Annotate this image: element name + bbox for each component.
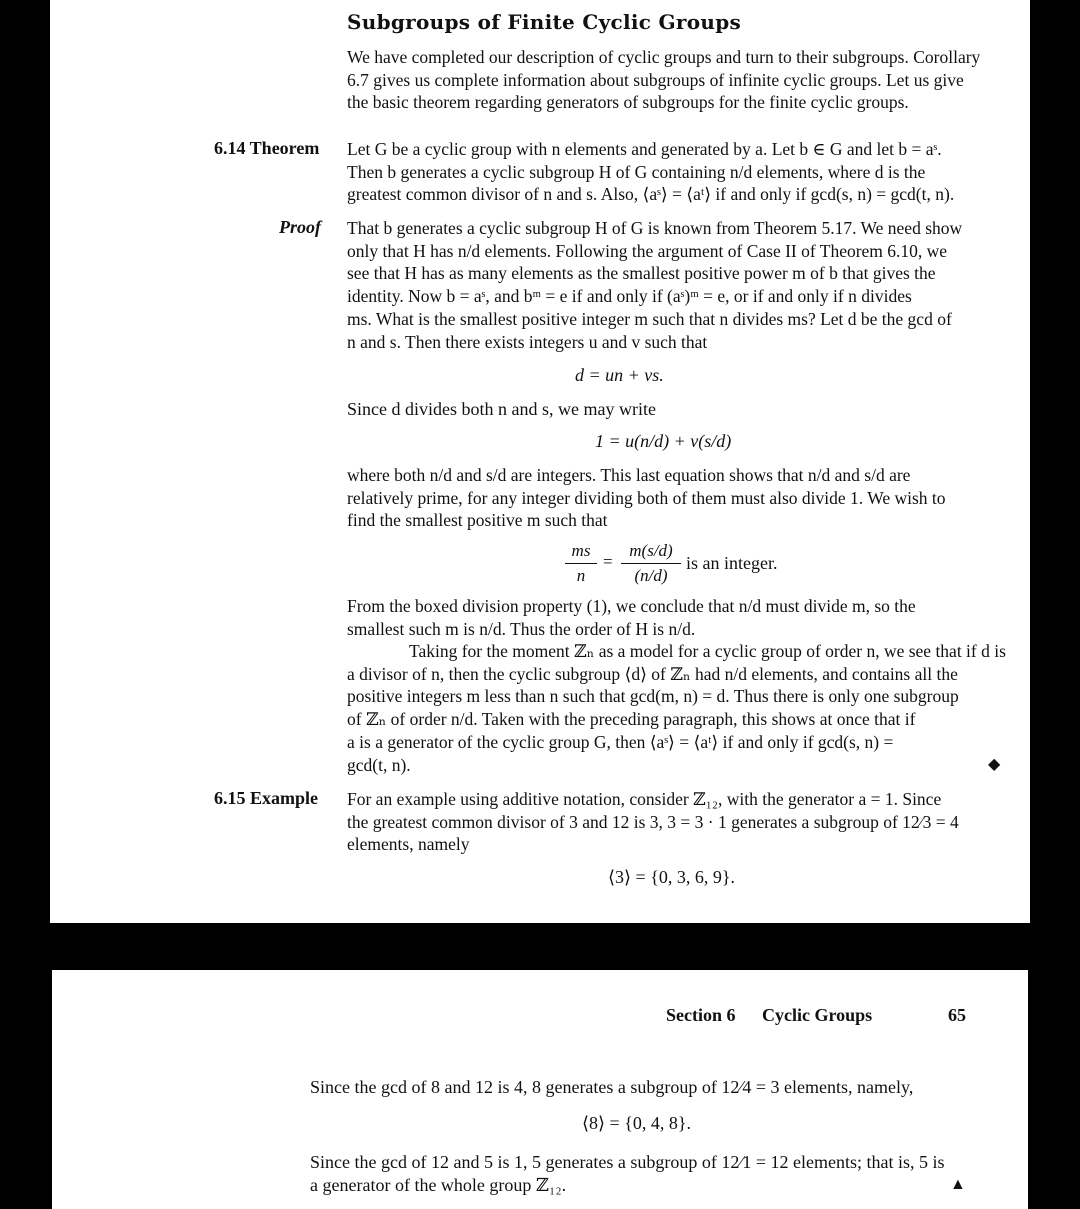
qed-diamond-icon: ◆ — [988, 756, 1001, 773]
equation-subgroup-8: ⟨8⟩ = {0, 4, 8}. — [582, 1113, 691, 1133]
text-line: find the smallest positive m such that — [347, 510, 608, 531]
section-title: Subgroups of Finite Cyclic Groups — [347, 10, 742, 34]
text-line: Then b generates a cyclic subgroup H of G containing n/d elements, where d is the — [347, 161, 926, 182]
text-line: relatively prime, for any integer dividing both of them must also divide 1. We wish to — [347, 487, 946, 508]
text-line: a generator of the whole group ℤ₁₂. — [310, 1175, 567, 1195]
since-line: Since d divides both n and s, we may write — [347, 399, 656, 419]
fraction-denominator: (n/d) — [634, 566, 668, 585]
text-line: where both n/d and s/d are integers. This last equation shows that n/d and s/d are — [347, 465, 911, 485]
example-paragraph — [347, 788, 1005, 856]
fraction-numerator: m(s/d) — [629, 541, 673, 560]
taking-paragraph — [347, 640, 1005, 776]
text-line: From the boxed division property (1), we conclude that n/d must divide m, so the — [347, 596, 916, 616]
text-line: identity. Now b = aˢ, and bᵐ = e if and only if (aˢ)ᵐ = e, or if and only if n divides — [347, 286, 912, 307]
proof-paragraph — [347, 217, 1005, 353]
page-number: 65 — [948, 1005, 966, 1025]
text-line: the greatest common divisor of 3 and 12 is 3, 3 = 3 · 1 generates a subgroup of 12⁄3 = 4 — [347, 811, 959, 832]
text-line: a divisor of n, then the cyclic subgroup ⟨d⟩ of ℤₙ had n/d elements, and contains all the — [347, 663, 958, 684]
text-line: Since the gcd of 12 and 5 is 1, 5 generates a subgroup of 12⁄1 = 12 elements; that is, 5 is — [310, 1152, 945, 1172]
textbook-page-bottom — [52, 970, 1028, 1209]
text-line: positive integers m less than n such that gcd(m, n) = d. Thus there is only one subgroup — [347, 686, 959, 707]
text-line: That b generates a cyclic subgroup H of G is known from Theorem 5.17. We need show — [347, 218, 963, 238]
fraction-bar — [565, 563, 597, 564]
text-line: only that H has n/d elements. Following the argument of Case II of Theorem 6.10, we — [347, 240, 948, 261]
equation-d: d = un + vs. — [575, 365, 664, 385]
fraction-bar — [621, 563, 681, 564]
equation-tail: is an integer. — [686, 553, 778, 573]
equals-sign: = — [603, 552, 613, 571]
text-line: 6.7 gives us complete information about subgroups of infinite cyclic groups. Let us give — [347, 69, 964, 90]
text-line: For an example using additive notation, consider ℤ₁₂, with the generator a = 1. Since — [347, 789, 942, 809]
fraction-numerator: ms — [571, 541, 591, 560]
text-line: We have completed our description of cyclic groups and turn to their subgroups. Corollary — [347, 47, 981, 67]
equation-subgroup-3: ⟨3⟩ = {0, 3, 6, 9}. — [608, 867, 735, 887]
running-head-section: Section 6 — [666, 1005, 736, 1025]
theorem-label: 6.14 Theorem — [214, 138, 320, 158]
text-line: Taking for the moment ℤₙ as a model for a cyclic group of order n, we see that if d is — [409, 641, 1006, 661]
text-line: greatest common divisor of n and s. Also, ⟨aˢ⟩ = ⟨aᵗ⟩ if and only if gcd(s, n) = gcd(t, n). — [347, 184, 955, 205]
text-line: the basic theorem regarding generators of subgroups for the finite cyclic groups. — [347, 92, 909, 113]
text-line: a is a generator of the cyclic group G, then ⟨aˢ⟩ = ⟨aᵗ⟩ if and only if gcd(s, n) = — [347, 731, 894, 752]
from-paragraph — [347, 595, 1005, 640]
text-line: of ℤₙ of order n/d. Taken with the preceding paragraph, this shows at once that if — [347, 709, 916, 730]
text-line: smallest such m is n/d. Thus the order of H is n/d. — [347, 618, 696, 639]
text-line: see that H has as many elements as the smallest positive power m of b that gives the — [347, 263, 936, 284]
text-line: gcd(t, n). — [347, 754, 411, 775]
example-label: 6.15 Example — [214, 788, 319, 808]
equation-one: 1 = u(n/d) + v(s/d) — [595, 431, 732, 451]
text-line: n and s. Then there exists integers u and v such that — [347, 331, 708, 352]
textbook-page-top — [50, 0, 1030, 923]
fraction-denominator: n — [576, 566, 586, 585]
text-line: Let G be a cyclic group with n elements and generated by a. Let b ∈ G and let b = aˢ. — [347, 139, 942, 159]
text-line: elements, namely — [347, 834, 470, 855]
text-line: Since the gcd of 8 and 12 is 4, 8 generates a subgroup of 12⁄4 = 3 elements, namely, — [310, 1077, 914, 1097]
intro-paragraph — [347, 46, 1005, 114]
theorem-statement — [347, 138, 1005, 206]
where-paragraph — [347, 464, 1005, 532]
proof-label: Proof — [279, 217, 321, 237]
end-triangle-icon: ▲ — [950, 1176, 966, 1193]
text-line: ms. What is the smallest positive integer m such that n divides ms? Let d be the gcd of — [347, 308, 952, 329]
running-head-chapter: Cyclic Groups — [762, 1005, 873, 1025]
